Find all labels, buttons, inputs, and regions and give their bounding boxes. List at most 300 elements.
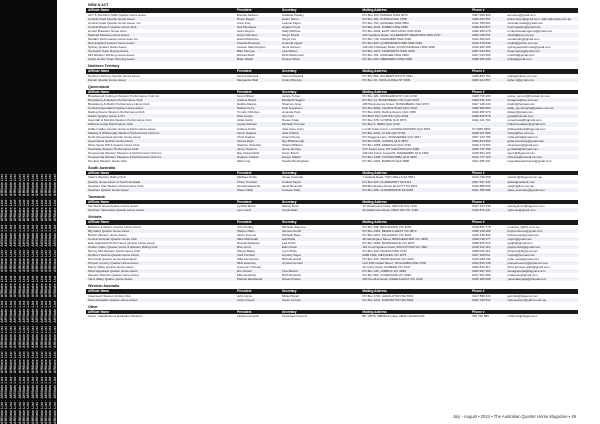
table-cell: PO Box 356, COLERAINE VIC 3230 [362, 273, 411, 278]
table-cell: Chris Hughes [236, 134, 256, 139]
table-cell: 189 Woondooma Street, BUNDABERG QLD 4670 [362, 102, 430, 107]
affiliate-section [86, 64, 578, 85]
table-cell: 31 Lochy Road, DOREEN VIC 3447 [362, 265, 411, 270]
table-cell: Paul Lenton [236, 114, 253, 119]
table-cell: Toowoomba Western Pleasure & Performance Club Inc. [88, 150, 163, 155]
table-cell: PO Box 890, PALMERSTON NT 0831 [362, 73, 413, 78]
email-link[interactable]: egqha@gmail.com [507, 240, 533, 245]
column-header: Mailing Address [362, 199, 387, 204]
table-cell: Lisa Wilson [282, 48, 298, 53]
table-cell: Kerrie Hughes [236, 130, 257, 135]
table-cell: 0408 138 286 [472, 228, 491, 233]
table-cell: PO Box 40, COOLALINGA NT 0839 [362, 77, 411, 82]
table-cell: Caroll Allam [282, 208, 299, 213]
email-link[interactable]: act.anne@gmail.com [507, 12, 536, 17]
column-header: Phone # [472, 170, 485, 175]
table-cell: Geroldo Edwards [236, 183, 261, 188]
table-cell: 0429 348 366 [472, 232, 491, 237]
table-cell: PO Box 829, QUIRINDI/MOONBI NSW 2340 [362, 40, 423, 45]
table-cell: 0427 547 442 [472, 179, 491, 184]
affiliate-section [86, 166, 578, 195]
table-cell: Ray Chipperfield [236, 150, 260, 155]
table-cell: Kevin Wilson [236, 94, 255, 99]
table-cell: 07 5469 4693 [472, 126, 491, 131]
table-row [86, 277, 578, 281]
email-link[interactable]: bwha.bean@gmail.com [507, 232, 539, 237]
email-link[interactable]: bdphc@hotmail.com [507, 102, 535, 107]
table-cell: Mid Western Working Horse Assoc. [88, 52, 136, 57]
column-header: President [236, 199, 252, 204]
table-cell: 60 Wilderness Road, ANNA NIA VIC 7140 [362, 208, 419, 213]
email-link[interactable]: zwicki@tpg.com.au [507, 32, 534, 37]
table-cell: Louise Daniels [236, 122, 257, 127]
table-cell: Sandra Buckingham [282, 158, 310, 163]
sidebar-text-line: Affiliate List · Affiliate List · Affiliate List · Affiliate List · Affiliate List · Affiliate List · Affiliate List · Affiliate List · Affiliate List · Affiliate List [13, 174, 18, 424]
email-link[interactable]: dqha.nt@gmail.com [507, 77, 535, 82]
email-link[interactable]: qhasa@outlook.com [507, 179, 535, 184]
table-cell: 0428 421 586 [472, 130, 491, 135]
table-cell: 0418 332 116 [472, 244, 491, 249]
column-header: Phone # [472, 289, 485, 294]
table-cell: Darwin Quarter Horse Assoc [88, 77, 127, 82]
table-cell: Jenae Cavanah [282, 175, 304, 180]
table-cell: 0407 066 900 [472, 12, 491, 17]
table-cell: Southern Tasmanian Quarter Horse Assoc [88, 208, 145, 213]
table-cell: Central Victorian Quarter Horse Club [88, 236, 137, 241]
table-cell: Chloe Truswell [236, 179, 257, 184]
table-row [86, 57, 578, 61]
table-cell: Patricia Weatherall [236, 277, 263, 282]
table-cell: 0429 474 503 [472, 142, 491, 147]
table-cell: 0409 751 158 [472, 146, 491, 151]
email-link[interactable]: topendwesternhorse@gmail.com [507, 158, 552, 163]
table-cell: Southside Western Performance Club [88, 146, 139, 151]
affiliate-section [86, 284, 578, 305]
table-cell: Russell Mathews [236, 240, 260, 245]
table-cell: 0413 466 021 [472, 36, 491, 41]
email-link[interactable]: vhccp@live.com.au [507, 130, 534, 135]
table-cell: Queensland Quarter Horse Assoc [88, 138, 133, 143]
column-header: Affiliate Name [88, 89, 110, 94]
table-cell: David McKenzie [236, 36, 259, 41]
table-cell: Bundaberg & Western Performance Club [88, 98, 143, 103]
email-link[interactable]: ddwpc@gmail.com [507, 110, 533, 115]
table-cell: 0427 408 811 [472, 253, 491, 258]
table-cell: Andrew Smith [236, 126, 256, 131]
section-title: Queensland [88, 84, 110, 89]
table-row [86, 208, 578, 212]
email-link[interactable]: hibiscuscoastpc@gmail.com [507, 122, 546, 127]
table-cell: Stephen Strachan [236, 142, 261, 147]
table-cell: Cleanough Western Riding Club [88, 293, 131, 298]
vertical-text-block [0, 0, 57, 424]
table-cell: Northern Territory Quarter Horse Assoc [88, 73, 140, 78]
table-cell: Teresa Ryan [236, 138, 254, 143]
table-cell: Leanne Stammerjohn [236, 44, 266, 49]
email-link[interactable]: sydneyquarterhorse@gmail.com [507, 44, 551, 49]
email-link[interactable]: jcldinavalley2@bigpond.com [507, 126, 546, 131]
table-cell: Hidden Valley Quarter Horse & Performance Assoc [88, 126, 156, 131]
table-cell: 0411 144 701 [472, 118, 491, 123]
table-cell: Timothy McIntyre [236, 110, 260, 115]
table-row [86, 159, 578, 163]
table-cell: 0429 486 570 [472, 110, 491, 115]
email-link[interactable]: sqha_secretary@gmail.com [507, 187, 545, 192]
column-header: Secretary [282, 69, 297, 74]
table-cell: Rey Bilsborough [282, 138, 305, 143]
table-cell: National Pleasure Horse Assoc [88, 32, 130, 37]
table-cell: Glennie Rooth [282, 228, 302, 233]
table-cell: Cassandra Hoyle [236, 40, 260, 45]
table-cell: Tina Bellord [282, 269, 298, 274]
table-cell: Western Districts Quarter Horse Assoc [88, 273, 140, 278]
table-cell: Quarter Horse Assoc of South Australia [88, 179, 141, 184]
email-link[interactable]: fiona.johnson.qqha@gmail.com [507, 265, 550, 270]
column-header: President [236, 8, 252, 12]
email-link[interactable]: hunterbreedersgroup@gmail.com [507, 28, 553, 33]
table-cell: Véronique Fucond [282, 314, 307, 319]
email-link[interactable]: silverspurs@gmail.com [507, 142, 539, 147]
email-link[interactable]: yarravalleyqha@hotmail.com [507, 277, 547, 282]
sidebar-text-line: Affiliate List · Affiliate List · Affiliate List · Affiliate List · Affiliate List · Affiliate List · Affiliate List · Affiliate List · Affiliate List · Affiliate List [0, 174, 4, 424]
column-header: Affiliate Name [88, 8, 110, 12]
email-link[interactable]: nvqha@hotmail.com [507, 253, 535, 258]
table-body [86, 74, 578, 82]
table-cell: Ruth Roderick [282, 273, 302, 278]
table-cell: Tas Stock Horse/Quarter Horse Assoc [88, 204, 139, 209]
email-link[interactable]: mwwha@gmail.com [507, 52, 535, 57]
table-cell: Helen Nixon [282, 16, 299, 21]
table-cell: Ron Sutton [236, 269, 252, 274]
table-cell: Graeme Codlorn [236, 154, 260, 159]
email-link[interactable]: jzhayne@bigpond.com [507, 249, 539, 254]
table-cell: Julie Anne Curry [282, 126, 305, 131]
table-cell: Karyn Zwicki [282, 32, 300, 37]
table-cell: 0409 222 897 [472, 77, 491, 82]
table-cell: PO Box 746, NARRABRI NSW 2390 [362, 36, 412, 41]
table-cell: Janet Bennetts [282, 183, 303, 188]
table-cell: 445 Old Camp Creek Rd, MAREEMBA QLD 4380 [362, 150, 429, 155]
column-header: Phone # [472, 220, 485, 225]
table-cell: Darling Downs Western Performance Club [88, 110, 145, 115]
table-cell: PO Box 995, CHARMWOOD SA 5056 [362, 187, 414, 192]
email-link[interactable]: qqha.secretary@gmail.com [507, 138, 545, 143]
table-cell: Karyn Booth [282, 150, 299, 155]
email-link[interactable]: neolusis_r@live.com.au [507, 224, 540, 229]
table-cell: Nathan Ferry [236, 106, 255, 111]
table-cell: Andrew Taylor [282, 179, 302, 184]
table-cell: 119 Cunninghame Road, MOUNTOOM VIC 3667 [362, 244, 428, 249]
column-header: Secretary [282, 309, 297, 314]
section-title: Victoria [88, 215, 102, 220]
table-cell: PO Box 223, PARKES NSW 2870 [362, 12, 408, 17]
table-cell: Sally McPhee [282, 28, 301, 33]
email-link[interactable]: crhfuioch@bigpond.nc [507, 314, 538, 319]
column-header: Affiliate Name [88, 199, 110, 204]
table-body [86, 204, 578, 212]
table-cell: Hunter Breeders Group Assn. [88, 28, 128, 33]
table-cell: 0416 186 608 [472, 277, 491, 282]
email-link[interactable]: helenmixon@gmail.com; admin@ccqha.com.au [507, 16, 572, 21]
table-cell: Mickel Wyatt [282, 293, 300, 298]
table-cell: Wendy Ervin [282, 204, 299, 209]
column-header: President [236, 89, 252, 94]
table-cell: 0403 997 203 [472, 269, 491, 274]
table-cell: Gayndah & Districts Western Performance Club [88, 118, 152, 123]
table-cell: Southern Star Western Performance Club [88, 183, 144, 188]
table-cell: PO Box 1005, BAIRNSDALE VIC 3875 [362, 240, 415, 245]
affiliate-list-sidebar [0, 0, 57, 424]
table-cell: 800 Brookmans Road, ELLIOTT SA 5061 [362, 183, 418, 188]
table-cell: PO Box 4029, Darling Downs QLD 4350 [362, 110, 416, 115]
email-link[interactable]: wpcrr@bigpond.com [507, 150, 536, 155]
table-cell: PO Box 361, KURRAJONG 2758 [362, 16, 407, 21]
email-link[interactable]: nrdbelone@gmail.com [507, 273, 538, 278]
table-cell: Cindy McIntyre [282, 77, 303, 82]
email-link[interactable]: sqha.tas@gmail.com [507, 208, 536, 213]
sidebar-text-line: Affiliate List · Affiliate List · Affiliate List · Affiliate List · Affiliate List · Affiliate List · Affiliate List · Affiliate List · Affiliate List · Affiliate List [52, 174, 57, 424]
sidebar-text-line: Affiliate List · Affiliate List · Affiliate List · Affiliate List · Affiliate List · Affiliate List · Affiliate List · Affiliate List · Affiliate List · Affiliate List [35, 174, 40, 424]
table-cell: Jenny Gumley [282, 146, 302, 151]
table-cell: Unit 3/90 Cadell Street, TOOLAMBA NSW 2706 [362, 261, 427, 266]
table-cell: PO Box 8002, ALLENSTOWN QLD 4700 [362, 106, 417, 111]
table-cell: Big Valley Quarter Horse Assoc [88, 228, 130, 233]
table-cell: Narrabri Performance Horse Assn Inc. [88, 36, 139, 41]
email-link[interactable]: cvqhc@gmail.com [507, 236, 533, 241]
table-cell: PO Box 1034, DUBBO NSW 2830 [362, 24, 408, 29]
table-cell: 0400 130 534 [472, 297, 491, 302]
table-cell: ACT & Southern NSW Quarter Horse Assoc [88, 12, 147, 17]
table-cell: Mark Ling [236, 158, 251, 163]
table-cell: 0408 045 113 [472, 249, 491, 254]
table-cell: Central Coast Quarter Horse Assoc [88, 16, 136, 21]
table-cell: 0429 380 278 [472, 28, 491, 33]
table-body [86, 314, 578, 318]
table-cell: PO Box 181, MIDDLEMOUNT QLD 4746 [362, 94, 418, 99]
table-cell: 28 Hamlington Street, BRIDGEWATER VIC 3658 [362, 236, 428, 241]
column-header: Secretary [282, 8, 297, 12]
affiliate-section [86, 305, 578, 322]
table-cell: 0400 814 669 [472, 138, 491, 143]
table-cell: Northern Victoria Quarter Horse Assoc [88, 253, 140, 258]
table-cell: Mick Haunzler [236, 261, 256, 266]
email-link[interactable]: nqha.kqha@gmail.com [507, 134, 539, 139]
table-cell: Michelle Thomas [282, 122, 305, 127]
table-cell: 0402 045 611 [472, 32, 491, 37]
email-link[interactable]: fryer.heather@gmail.com [507, 24, 542, 29]
email-link[interactable]: pioneercountry@pqha.com.au [507, 261, 548, 266]
table-cell: Verena Maxwell [236, 73, 259, 78]
affiliate-section [86, 215, 578, 284]
table-cell: Silver Spurs WP & Quarter Horse Club [88, 142, 140, 147]
sidebar-text-line: Affiliate List · Affiliate List · Affiliate List · Affiliate List · Affiliate List · Affiliate List · Affiliate List · Affiliate List · Affiliate List · Affiliate List [21, 174, 26, 424]
table-cell: 12 Westbourne Drive, DEVON TAS 7310 [362, 204, 417, 209]
table-cell: East Gippsland Performance Quarter Horse Assoc [88, 240, 156, 245]
email-link[interactable]: uhtpa@gmail.com [507, 57, 532, 62]
email-link[interactable]: gqha@hotmail.com [507, 114, 534, 119]
table-cell: Caril Turnbull [236, 253, 255, 258]
column-header: Phone # [472, 309, 485, 314]
table-cell: Amanda Park [282, 110, 301, 115]
table-cell: PO Box 5035, CAIRNS QLD 4870 [362, 138, 408, 143]
table-cell: Central Coast Quarter Horse Assoc. Inc [88, 20, 141, 25]
table-cell: Lynn White [282, 249, 297, 254]
email-link[interactable]: gwrclub@bigpond.com [507, 293, 539, 298]
affiliate-section [86, 85, 578, 166]
table-cell: Bron Hord [236, 244, 251, 249]
table-cell: Karen Lorimer [282, 297, 302, 302]
email-link[interactable]: lizsagers@live.com.au [507, 98, 538, 103]
email-link[interactable]: chrissy1@hotmail.com.au [507, 154, 542, 159]
table-cell: Sydney Quarter Horse Assoc. [88, 44, 128, 49]
email-link[interactable]: narrabriphg@gmail.com [507, 36, 540, 41]
column-header: Mailing Address [362, 170, 387, 175]
column-header: Secretary [282, 89, 297, 94]
table-cell: 0433 545 138 [472, 261, 491, 266]
email-link[interactable]: tteamroping@gmail.com [507, 48, 541, 53]
email-link[interactable]: bvqha.shnere@gmail.com [507, 228, 543, 233]
table-cell: Cheryl Pierce [282, 134, 301, 139]
column-header: Mailing Address [362, 289, 387, 294]
sidebar-text-line: Affiliate List · Affiliate List · Affiliate List · Affiliate List · Affiliate List · Affiliate List · Affiliate List · Affiliate List · Affiliate List · Affiliate List [43, 174, 48, 424]
table-row [86, 188, 578, 192]
table-cell: Ellen Dixon [282, 244, 298, 249]
email-link[interactable]: kellie_sunnineqha@yahoo.com.au [507, 106, 554, 111]
table-cell: Janice Turner [282, 94, 301, 99]
table-cell: Michelle Wigmore [282, 224, 306, 229]
email-link[interactable]: westgpspqha@bigpond.com [507, 269, 546, 274]
email-link[interactable]: gvqha.clubs@gmail.com [507, 244, 541, 249]
table-cell: PO BOX 919, GATTON QLD 4343 [362, 114, 409, 119]
email-link[interactable]: janice_turner1@hotmail.com.au [507, 94, 550, 99]
email-link[interactable]: carlywestern@yahoo.com.au [507, 297, 547, 302]
table-cell: PO Box 678, GYMPIE QLD 4570 [362, 118, 407, 123]
table-cell: 0415 654 109 [472, 150, 491, 155]
table-cell: 138 Old Chittaway Road, FOUNTAINDALE NSW 2258 [362, 44, 435, 49]
table-cell: Golden Valley Quarter Horse & Western Riding Club [88, 244, 158, 249]
email-link[interactable]: pqhe.nowa@gmail.com [507, 257, 539, 262]
table-cell: Jason Froome [236, 232, 257, 237]
table-cell: New England Quarter Horse Assoc [88, 40, 135, 45]
table-cell: PO Box 4242, CLIVE QLD 4740 [362, 130, 406, 135]
column-header: Mailing Address [362, 309, 387, 314]
column-header: Mailing Address [362, 69, 387, 74]
table-cell: 0407 123 796 [472, 134, 491, 139]
column-header: Phone # [472, 89, 485, 94]
table-cell: Anne Frey [236, 20, 251, 25]
table-cell: Yarra Valley Quarter Horse Assoc [88, 277, 133, 282]
table-cell: 0417 898 333 [472, 293, 491, 298]
affiliate-section [86, 195, 578, 216]
table-cell: 0412 789 901 [472, 20, 491, 25]
email-link[interactable]: wendy.jamor@bigpond.com [507, 204, 545, 209]
table-cell: 0408 830 578 [472, 114, 491, 119]
column-header: President [236, 69, 252, 74]
table-cell: Renee Craig [282, 118, 299, 123]
email-link[interactable]: centralq.coast@gmail.com [507, 20, 543, 25]
table-cell: Heather Fryer [282, 24, 301, 29]
table-cell: Southern Quarter Horse Assoc [88, 187, 129, 192]
column-header: Affiliate Name [88, 69, 110, 74]
table-cell: 0408 980 583 [472, 106, 491, 111]
table-cell: Bundaberg & District Performance Horse Club [88, 102, 150, 107]
table-cell: PO Box 2720, GERALDTON WA 6531 [362, 293, 414, 298]
section-title: Western Australia [88, 284, 120, 289]
sidebar-text-line: Affiliate List · Affiliate List · Affiliate List · Affiliate List · Affiliate List · Affiliate List · Affiliate List · Affiliate List · Affiliate List · Affiliate List [17, 174, 22, 424]
table-cell: Tanya Vos [282, 36, 296, 41]
sidebar-text-line: Affiliate List · Affiliate List · Affiliate List · Affiliate List · Affiliate List · Affiliate List · Affiliate List · Affiliate List · Affiliate List · Affiliate List [4, 174, 9, 424]
column-header: Phone # [472, 199, 485, 204]
table-cell: 295 Dondina Road, ASHELA EAST VIC 3139 [362, 277, 423, 282]
table-cell: Crystal Connell [282, 261, 303, 266]
table-cell: Border Western Horse Assoc [88, 232, 127, 237]
table-cell: RMB 1836, METHVEN VIC 3575 [362, 253, 407, 258]
table-cell: PO Box 781, MUDGEE NSW 2850 [362, 52, 409, 57]
table-cell: Cameron Thomas [236, 265, 261, 270]
column-header: Affiliate Name [88, 170, 110, 175]
table-cell: PO Box 1970, TAMWORTH NSW 2340 [362, 48, 415, 53]
table-body [86, 94, 578, 163]
email-link[interactable]: gumfield@hotmail.com [507, 146, 539, 151]
table-cell: 0427 148 233 [472, 102, 491, 107]
table-cell: Mark McDonald [236, 236, 258, 241]
table-cell: Hibiscus Coast Performance Club [88, 122, 134, 127]
email-link[interactable]: sswpc@live.com.au [507, 183, 535, 188]
table-cell: Clare's Western Riding Club [88, 175, 126, 180]
table-cell: BP 13576, 98838 Dumbea, NEW CALEDONIA [362, 314, 425, 319]
table-cell: PO Box 100, MOAMA NSW 2731 [362, 249, 407, 254]
table-body [86, 294, 578, 302]
page-footer: July - August • 2024 • The Australian Quarter Horse Magazine • 49 [452, 414, 576, 419]
email-link[interactable]: reneehuss@bigpond.com [507, 118, 542, 123]
column-header: Secretary [282, 220, 297, 225]
table-cell: Richard Reid [236, 52, 255, 57]
table-cell: Victorien Fucoch [236, 314, 260, 319]
table-cell: PO Box 308, BEAUMARIS VIC 3260 [362, 224, 412, 229]
table-cell: Upper Hunter Team Penning Assoc. [88, 57, 136, 62]
table-cell: 0427 043 566 [472, 52, 491, 57]
table-cell: Marguerite Wall [236, 77, 258, 82]
table-cell: Pioneer Country Quarter Horse Assoc [88, 261, 139, 266]
table-cell: 0411 785 098 [472, 187, 491, 192]
table-cell: Plenty Valley Quarter Horse Assoc [88, 265, 134, 270]
table-cell: Neil Montague [236, 24, 257, 29]
table-cell: PO Box 1408, TOOWOOMBA QLD 4350 [362, 154, 417, 159]
table-cell: Central Western Quarter Horse Club [88, 24, 137, 29]
table-cell: Dorothy Sayer [282, 253, 302, 258]
column-header: Affiliate Name [88, 220, 110, 225]
table-cell: PO Box 4049, EAST MAITLAND NSW 2323 [362, 28, 422, 33]
email-link[interactable]: neqha@yahoo.com.au [507, 40, 538, 45]
table-row [86, 78, 578, 82]
table-cell: Top End Western Horse Club [88, 158, 127, 163]
table-cell: 0488 925 519 [472, 240, 491, 245]
table-cell: PO Box 1231, DOMINGTON WA 6962 [362, 297, 414, 302]
table-cell: Grant Johnston [236, 32, 258, 37]
table-cell: Sharon Ellis [236, 187, 253, 192]
table-cell: 0428 038 177 [472, 236, 491, 241]
email-link[interactable]: sacwhn@bigpond.com.au [507, 175, 543, 180]
table-cell: Jenny Overton [236, 146, 257, 151]
table-cell: Ruth McDonnell [282, 52, 304, 57]
table-cell: PO Box 2381, BENDLA WEST VIC 3874 [362, 228, 417, 233]
table-cell: PO Box 520, CLAREMONT SA 5113 [362, 179, 412, 184]
email-link[interactable]: ntqha@yahoo.com.au [507, 73, 537, 78]
table-cell: Central Queensland Quarter Horse Assoc [88, 106, 144, 111]
section-title: NSW & ACT [88, 3, 109, 7]
table-cell: 7 Holland Road, TWO WELLS SA 5501 [362, 175, 415, 180]
column-header: President [236, 309, 252, 314]
